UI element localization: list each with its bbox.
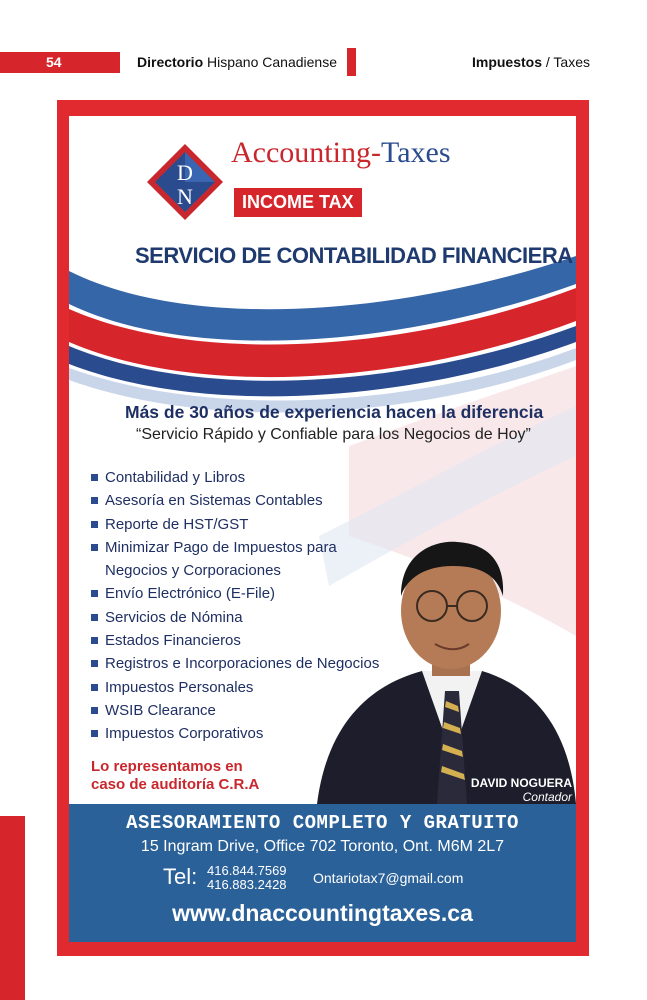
brand-name-part2: Taxes [380,136,451,169]
website-url: www.dnaccountingtaxes.ca [172,900,473,926]
audit-note-line2: caso de auditoría C.R.A [91,776,260,793]
directory-title-bold: Directorio [137,54,204,70]
header-divider [347,48,356,76]
phone-number-1: 416.844.7569 [207,863,287,878]
experience-tagline: Más de 30 años de experiencia hacen la diferencia [125,402,544,422]
advertisement [57,100,589,956]
audit-note-line1: Lo representamos en [91,758,243,775]
brand-name-part1: Accounting- [231,136,381,169]
person-name: DAVID NOGUERA [470,776,572,790]
section-title-rest: / Taxes [542,54,590,70]
directory-title-rest: Hispano Canadiense [203,54,337,70]
phone-number-2: 416.883.2428 [207,877,287,892]
income-tax-badge: INCOME TAX [234,188,362,217]
list-item: Minimizar Pago de Impuestos para [91,536,379,559]
list-item: Impuestos Personales [91,676,379,699]
logo-letter-d: D [177,160,193,185]
side-accent-bar [0,816,25,1000]
office-address: 15 Ingram Drive, Office 702 Toronto, Ont. M6M 2L7 [140,838,505,855]
section-title [472,54,590,70]
person-photo [307,526,576,804]
logo-letter-n: N [177,184,193,209]
list-item: Reporte de HST/GST [91,513,379,536]
section-title-bold: Impuestos [471,54,542,70]
contact-email: Ontariotax7@gmail.com [313,870,464,886]
advertisement-content [69,116,576,942]
list-item: Asesoría en Sistemas Contables [91,489,379,512]
list-item: Estados Financieros [91,629,379,652]
person-caption [471,776,572,804]
person-title: Contador [522,790,572,804]
brand-name [231,136,451,170]
directory-title [137,54,337,70]
list-item: Negocios y Corporaciones [105,562,281,580]
phone-numbers [207,864,287,892]
audit-note [91,758,259,794]
page-number: 54 [46,54,62,70]
list-item: WSIB Clearance [91,699,379,722]
tel-label: Tel: [163,864,198,889]
list-item: Contabilidad y Libros [91,466,379,489]
dn-logo-icon [147,144,223,220]
list-item: Registros e Incorporaciones de Negocios [91,652,379,675]
ad-contact-footer [69,804,576,942]
service-headline: SERVICIO DE CONTABILIDAD FINANCIERA [135,243,573,268]
service-quote: “Servicio Rápido y Confiable para los Negocios de Hoy” [136,426,531,443]
list-item: Servicios de Nómina [91,606,379,629]
free-advice-banner: ASESORAMIENTO COMPLETO Y GRATUITO [126,812,519,834]
list-item: Impuestos Corporativos [91,722,379,745]
list-item: Envío Electrónico (E-File) [91,582,379,605]
